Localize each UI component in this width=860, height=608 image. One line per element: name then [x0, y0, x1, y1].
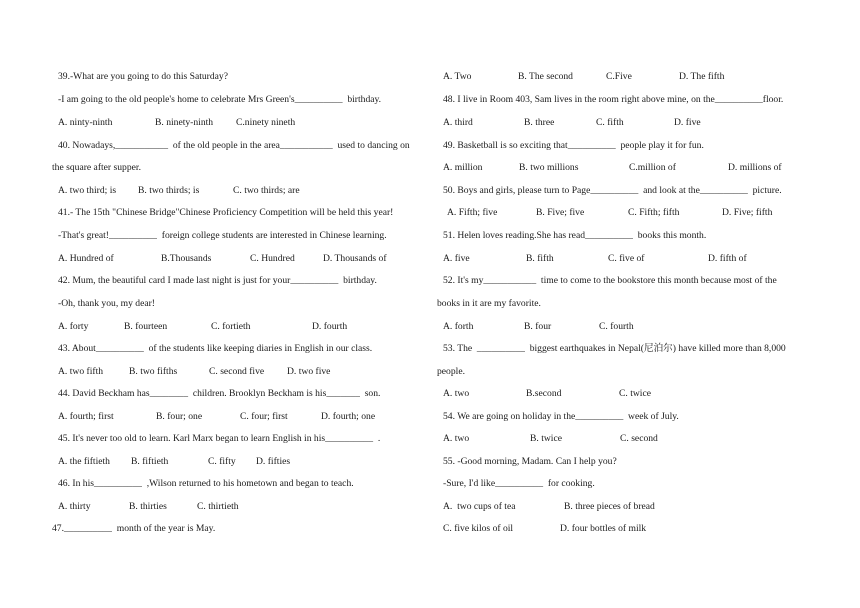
q55-option-b: B. three pieces of bread [564, 501, 655, 512]
q49-option-d: D. millions of [728, 162, 782, 173]
q49-stem: 49. Basketball is so exciting that__________ people play it for fun. [443, 140, 704, 151]
q45-option-d: D. fifties [256, 456, 291, 467]
q52-stem-cont: books in it are my favorite. [437, 298, 541, 309]
q53-option-c: C. twice [619, 388, 651, 399]
q44-option-a: A. fourth; first [58, 411, 114, 422]
q48-stem: 48. I live in Room 403, Sam lives in the room right above mine, on the__________floor. [443, 94, 784, 105]
q39-option-c: C.ninety nineth [236, 117, 296, 128]
q50-stem: 50. Boys and girls, please turn to Page__________ and look at the__________ picture. [443, 185, 782, 196]
q52-option-b: B. four [524, 321, 552, 332]
q45-option-c: C. fifty [208, 456, 236, 467]
q43-option-d: D. two five [287, 366, 331, 377]
q41-option-d: D. Thousands of [323, 253, 387, 264]
q46-option-a: A. thirty [58, 501, 91, 512]
q41-reply: -That's great!__________ foreign college students are interested in Chinese learning. [58, 230, 387, 241]
q46-option-c: C. thirtieth [197, 501, 239, 512]
q55-option-d: D. four bottles of milk [560, 523, 647, 534]
q41-option-b: B.Thousands [161, 253, 212, 264]
q42-option-b: B. fourteen [124, 321, 168, 332]
q43-stem: 43. About__________ of the students like keeping diaries in English in our class. [58, 343, 373, 354]
q54-stem: 54. We are going on holiday in the__________ week of July. [443, 411, 679, 422]
q47-option-c: C.Five [606, 71, 632, 82]
q52-option-c: C. fourth [599, 321, 634, 332]
q39-option-a: A. ninty-ninth [58, 117, 113, 128]
q44-option-c: C. four; first [240, 411, 288, 422]
q52-stem: 52. It's my___________ time to come to the bookstore this month because most of the [443, 275, 777, 286]
q51-option-b: B. fifth [526, 253, 554, 264]
q46-stem: 46. In his__________ ,Wilson returned to his hometown and began to teach. [58, 478, 354, 489]
q51-option-c: C. five of [608, 253, 645, 264]
q49-option-b: B. two millions [519, 162, 579, 173]
q47-option-a: A. Two [443, 71, 472, 82]
q54-option-c: C. second [620, 433, 658, 444]
q39-option-b: B. ninety-ninth [155, 117, 214, 128]
q49-option-c: C.million of [629, 162, 676, 173]
q40-option-a: A. two third; is [58, 185, 117, 196]
q40-stem-cont: the square after supper. [52, 162, 141, 173]
q53-stem-cont: people. [437, 366, 465, 377]
q53-option-a: A. two [443, 388, 470, 399]
q45-option-b: B. fiftieth [131, 456, 169, 467]
q41-stem: 41.- The 15th "Chinese Bridge"Chinese Proficiency Competition will be held this year! [58, 207, 394, 218]
q44-option-d: D. fourth; one [321, 411, 376, 422]
q40-stem: 40. Nowadays,___________ of the old people in the area___________ used to dancing on [58, 140, 410, 151]
q45-stem: 45. It's never too old to learn. Karl Marx began to learn English in his__________ . [58, 433, 381, 444]
q53-stem: 53. The __________ biggest earthquakes in Nepal(尼泊尔) have killed more than 8,000 [443, 343, 786, 354]
q48-option-a: A. third [443, 117, 473, 128]
q42-option-a: A. forty [58, 321, 89, 332]
q42-reply: -Oh, thank you, my dear! [58, 298, 155, 309]
q48-option-b: B. three [524, 117, 555, 128]
q41-option-c: C. Hundred [250, 253, 295, 264]
q49-option-a: A. million [443, 162, 483, 173]
q39-stem: 39.-What are you going to do this Saturday? [58, 71, 228, 82]
q55-stem: 55. -Good morning, Madam. Can I help you? [443, 456, 617, 467]
q51-stem: 51. Helen loves reading.She has read__________ books this month. [443, 230, 707, 241]
q43-option-c: C. second five [209, 366, 265, 377]
q50-option-b: B. Five; five [536, 207, 585, 218]
q43-option-b: B. two fifths [129, 366, 178, 377]
q42-stem: 42. Mum, the beautiful card I made last night is just for your__________ birthday. [58, 275, 377, 286]
q47-stem: 47.__________ month of the year is May. [52, 523, 216, 534]
q42-option-d: D. fourth [312, 321, 348, 332]
q45-option-a: A. the fiftieth [58, 456, 110, 467]
q51-option-d: D. fifth of [708, 253, 747, 264]
q51-option-a: A. five [443, 253, 470, 264]
q44-stem: 44. David Beckham has________ children. Brooklyn Beckham is his_______ son. [58, 388, 381, 399]
q50-option-d: D. Five; fifth [722, 207, 773, 218]
q50-option-c: C. Fifth; fifth [628, 207, 680, 218]
q54-option-a: A. two [443, 433, 470, 444]
q52-option-a: A. forth [443, 321, 474, 332]
q44-option-b: B. four; one [156, 411, 203, 422]
q43-option-a: A. two fifth [58, 366, 104, 377]
q46-option-b: B. thirties [129, 501, 167, 512]
q55-option-c: C. five kilos of oil [443, 523, 514, 534]
q54-option-b: B. twice [530, 433, 562, 444]
q47-option-b: B. The second [518, 71, 573, 82]
q40-option-b: B. two thirds; is [138, 185, 200, 196]
q47-option-d: D. The fifth [679, 71, 725, 82]
q55-option-a: A. two cups of tea [443, 501, 516, 512]
q48-option-c: C. fifth [596, 117, 624, 128]
q53-option-b: B.second [526, 388, 562, 399]
q39-reply: -I am going to the old people's home to celebrate Mrs Green's__________ birthday. [58, 94, 382, 105]
q50-option-a: A. Fifth; five [447, 207, 498, 218]
q40-option-c: C. two thirds; are [233, 185, 300, 196]
q42-option-c: C. fortieth [211, 321, 251, 332]
q48-option-d: D. five [674, 117, 701, 128]
q41-option-a: A. Hundred of [58, 253, 114, 264]
q55-reply: -Sure, I'd like__________ for cooking. [443, 478, 595, 489]
